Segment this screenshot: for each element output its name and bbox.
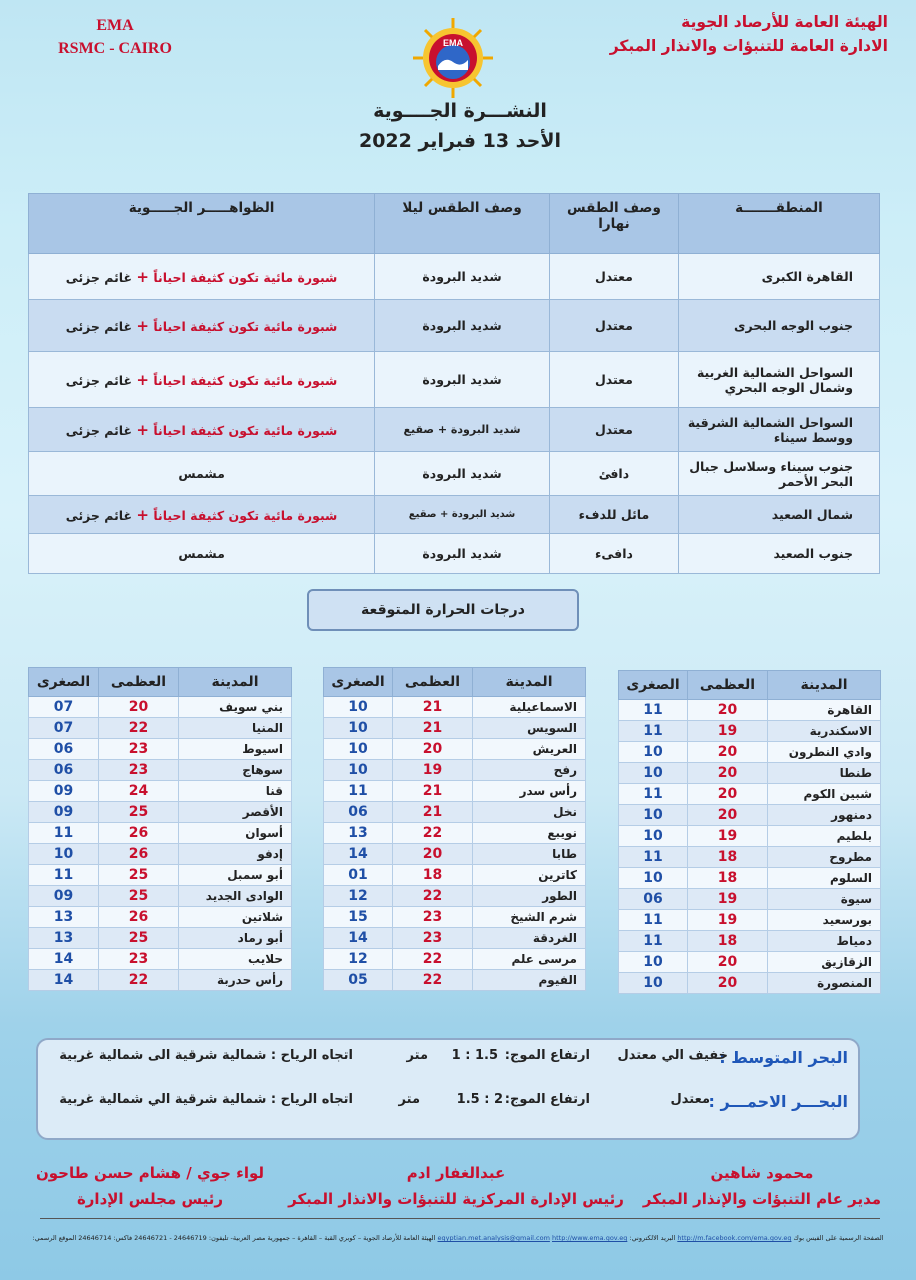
footer-divider <box>40 1218 880 1219</box>
min-cell: 11 <box>29 823 99 844</box>
city-cell: نويبع <box>473 823 586 844</box>
city-cell: دمنهور <box>768 805 881 826</box>
temp-row <box>324 844 586 865</box>
wave-unit: متر <box>406 1048 428 1063</box>
min-cell: 05 <box>324 970 393 991</box>
temp-row <box>324 970 586 991</box>
address-text: الهيئة العامة للأرصاد الجوية – كوبري القبة – القاهرة – جمهورية مصر العربية- تليفون: 24646719 - 24646721 فاكس: 24646714 <box>78 1234 436 1242</box>
city-cell: الاسكندرية <box>768 721 881 742</box>
table-row <box>29 300 880 352</box>
day-cell: مائل للدفء <box>549 496 678 534</box>
city-cell: أسوان <box>179 823 292 844</box>
city-cell: طابا <box>473 844 586 865</box>
max-cell: 25 <box>99 802 179 823</box>
min-cell: 14 <box>324 844 393 865</box>
min-cell: 06 <box>29 739 99 760</box>
wave-label: ارتفاع الموج: <box>504 1048 590 1063</box>
col-min: الصغرى <box>619 671 688 700</box>
phenomena-cell: شبورة مائية تكون كثيفة احياناً + غائم جزئى <box>29 496 375 534</box>
min-cell: 13 <box>29 928 99 949</box>
temp-row <box>619 931 881 952</box>
sea-row-med <box>38 1048 858 1078</box>
city-cell: الطور <box>473 886 586 907</box>
max-cell: 23 <box>99 760 179 781</box>
wave-label: ارتفاع الموج: <box>504 1092 590 1107</box>
city-cell: دمياط <box>768 931 881 952</box>
wave-unit: متر <box>398 1092 420 1107</box>
sea-state: خفيف الي معتدل <box>617 1048 728 1063</box>
fog-text: شبورة مائية تكون كثيفة احياناً <box>153 507 338 523</box>
max-cell: 26 <box>99 823 179 844</box>
min-cell: 09 <box>29 802 99 823</box>
temp-row <box>619 721 881 742</box>
max-cell: 21 <box>393 718 473 739</box>
min-cell: 11 <box>324 781 393 802</box>
max-cell: 22 <box>393 886 473 907</box>
col-max: العظمى <box>393 668 473 697</box>
col-min: الصغرى <box>324 668 393 697</box>
city-cell: العريش <box>473 739 586 760</box>
night-cell: شديد البرودة + صقيع <box>375 496 550 534</box>
max-cell: 19 <box>688 721 768 742</box>
night-cell: شديد البرودة <box>375 254 550 300</box>
temps-table-upper-egypt <box>28 667 292 991</box>
temp-row <box>29 886 292 907</box>
region-cell: شمال الصعيد <box>678 496 879 534</box>
max-cell: 20 <box>688 805 768 826</box>
night-cell: شديد البرودة <box>375 534 550 574</box>
city-cell: السلوم <box>768 868 881 889</box>
signature-head <box>286 1160 626 1212</box>
city-cell: المنصورة <box>768 973 881 994</box>
temps-header-row <box>619 671 881 700</box>
min-cell: 06 <box>324 802 393 823</box>
min-cell: 07 <box>29 697 99 718</box>
min-cell: 10 <box>324 718 393 739</box>
temp-row <box>29 697 292 718</box>
temp-row <box>619 826 881 847</box>
footer <box>30 1234 886 1242</box>
logo-text: EMA <box>443 38 463 48</box>
fog-text: شبورة مائية تكون كثيفة احياناً <box>153 318 338 334</box>
min-cell: 11 <box>619 721 688 742</box>
org-arabic <box>558 10 888 58</box>
temp-row <box>324 697 586 718</box>
site-label: الموقع الرسمي: <box>32 1234 77 1242</box>
max-cell: 19 <box>688 910 768 931</box>
min-cell: 12 <box>324 949 393 970</box>
city-cell: المنيا <box>179 718 292 739</box>
table-row <box>29 254 880 300</box>
day-cell: دافىء <box>549 534 678 574</box>
wave-value: 1.5 : 2 <box>456 1092 503 1107</box>
city-cell: الأقصر <box>179 802 292 823</box>
city-cell: شبين الكوم <box>768 784 881 805</box>
night-cell: شديد البرودة + صقيع <box>375 408 550 452</box>
city-cell: الاسماعيلية <box>473 697 586 718</box>
max-cell: 20 <box>688 952 768 973</box>
temp-row <box>29 781 292 802</box>
city-cell: قنا <box>179 781 292 802</box>
temp-row <box>619 952 881 973</box>
region-cell: السواحل الشمالية الغربية وشمال الوجه البحري <box>678 352 879 408</box>
region-cell: السواحل الشمالية الشرقية ووسط سيناء <box>678 408 879 452</box>
min-cell: 10 <box>619 763 688 784</box>
min-cell: 11 <box>619 700 688 721</box>
table-row <box>29 534 880 574</box>
email-label: البريد الالكتروني: <box>629 1234 676 1242</box>
fog-text: شبورة مائية تكون كثيفة احياناً <box>153 269 338 285</box>
temp-row <box>324 781 586 802</box>
sea-row-red <box>38 1092 858 1122</box>
max-cell: 19 <box>688 826 768 847</box>
max-cell: 22 <box>393 823 473 844</box>
city-cell: شرم الشيخ <box>473 907 586 928</box>
city-cell: أبو سمبل <box>179 865 292 886</box>
city-cell: نخل <box>473 802 586 823</box>
min-cell: 09 <box>29 781 99 802</box>
temps-title: درجات الحرارة المتوقعة <box>307 589 579 631</box>
wind-direction: اتجاه الرياح : شمالية شرقية الى شمالية غربية <box>59 1048 353 1063</box>
min-cell: 10 <box>324 760 393 781</box>
temp-row <box>29 970 292 991</box>
org-english <box>40 14 190 60</box>
signatory-title: مدير عام التنبؤات والإنذار المبكر <box>642 1190 882 1208</box>
city-cell: رفح <box>473 760 586 781</box>
max-cell: 22 <box>99 718 179 739</box>
temp-row <box>619 973 881 994</box>
min-cell: 11 <box>619 784 688 805</box>
max-cell: 20 <box>688 784 768 805</box>
phenomena-cell: شبورة مائية تكون كثيفة احياناً + غائم جزئى <box>29 254 375 300</box>
cloud-text: غائم جزئى <box>65 507 133 523</box>
min-cell: 10 <box>619 826 688 847</box>
city-cell: بورسعيد <box>768 910 881 931</box>
min-cell: 12 <box>324 886 393 907</box>
col-min: الصغرى <box>29 668 99 697</box>
max-cell: 25 <box>99 865 179 886</box>
max-cell: 19 <box>688 889 768 910</box>
forecast-header-row <box>29 194 880 254</box>
max-cell: 20 <box>393 844 473 865</box>
temp-row <box>29 802 292 823</box>
min-cell: 14 <box>324 928 393 949</box>
min-cell: 10 <box>619 868 688 889</box>
city-cell: إدفو <box>179 844 292 865</box>
max-cell: 20 <box>688 742 768 763</box>
facebook-link[interactable]: http://m.facebook.com/ema.gov.eg <box>677 1234 792 1242</box>
cloud-text: غائم جزئى <box>65 318 133 334</box>
temp-row <box>619 805 881 826</box>
max-cell: 20 <box>688 763 768 784</box>
min-cell: 10 <box>324 739 393 760</box>
city-cell: طنطا <box>768 763 881 784</box>
temp-row <box>324 907 586 928</box>
phenomena-cell: شبورة مائية تكون كثيفة احياناً + غائم جزئى <box>29 408 375 452</box>
day-cell: معتدل <box>549 408 678 452</box>
city-cell: أبو رماد <box>179 928 292 949</box>
temp-row <box>29 844 292 865</box>
min-cell: 10 <box>324 697 393 718</box>
max-cell: 18 <box>688 931 768 952</box>
temp-row <box>29 823 292 844</box>
max-cell: 24 <box>99 781 179 802</box>
city-cell: السويس <box>473 718 586 739</box>
max-cell: 21 <box>393 781 473 802</box>
min-cell: 01 <box>324 865 393 886</box>
col-day: وصف الطقس نهارا <box>549 194 678 254</box>
temp-row <box>29 865 292 886</box>
col-night: وصف الطقس ليلا <box>375 194 550 254</box>
bulletin-title <box>300 96 620 156</box>
temp-row <box>619 700 881 721</box>
city-cell: رأس حدربة <box>179 970 292 991</box>
col-max: العظمى <box>99 668 179 697</box>
ema-logo <box>412 16 494 98</box>
city-cell: مرسى علم <box>473 949 586 970</box>
facebook-label: الصفحة الرسمية على الفيس بوك <box>793 1234 884 1242</box>
city-cell: سيوة <box>768 889 881 910</box>
col-phenomena: الظواهـــــر الجـــــوية <box>29 194 375 254</box>
temp-row <box>619 784 881 805</box>
max-cell: 20 <box>393 739 473 760</box>
min-cell: 09 <box>29 886 99 907</box>
cloud-text: غائم جزئى <box>65 422 133 438</box>
max-cell: 26 <box>99 844 179 865</box>
sea-state-box <box>36 1038 860 1140</box>
min-cell: 11 <box>619 931 688 952</box>
city-cell: بني سويف <box>179 697 292 718</box>
region-cell: القاهرة الكبرى <box>678 254 879 300</box>
wind-direction: اتجاه الرياح : شمالية شرقية الي شمالية غربية <box>59 1092 353 1107</box>
site-link[interactable]: http://www.ema.gov.eg <box>551 1234 628 1242</box>
temp-row <box>619 889 881 910</box>
city-cell: وادي النطرون <box>768 742 881 763</box>
min-cell: 10 <box>619 742 688 763</box>
day-cell: معتدل <box>549 300 678 352</box>
signatory-name: لواء جوي / هشام حسن طاحون <box>35 1164 265 1182</box>
temp-row <box>324 886 586 907</box>
max-cell: 21 <box>393 802 473 823</box>
temp-row <box>29 949 292 970</box>
min-cell: 10 <box>619 973 688 994</box>
col-region: المنطقـــــــة <box>678 194 879 254</box>
org-abbrev: EMA <box>96 17 134 34</box>
bulletin-heading: النشـــرة الجــــوية <box>373 100 547 122</box>
fog-text: شبورة مائية تكون كثيفة احياناً <box>153 422 338 438</box>
region-cell: جنوب الوجه البحرى <box>678 300 879 352</box>
temp-row <box>29 928 292 949</box>
col-city: المدينة <box>473 668 586 697</box>
table-row <box>29 408 880 452</box>
city-cell: الغردقة <box>473 928 586 949</box>
min-cell: 11 <box>619 910 688 931</box>
sea-state: معتدل <box>670 1092 710 1107</box>
night-cell: شديد البرودة <box>375 452 550 496</box>
temp-row <box>324 760 586 781</box>
max-cell: 20 <box>99 697 179 718</box>
temp-row <box>619 847 881 868</box>
temps-header-row <box>324 668 586 697</box>
max-cell: 23 <box>393 907 473 928</box>
city-cell: الزقازيق <box>768 952 881 973</box>
max-cell: 21 <box>393 697 473 718</box>
max-cell: 20 <box>688 700 768 721</box>
col-city: المدينة <box>179 668 292 697</box>
min-cell: 11 <box>619 847 688 868</box>
temp-row <box>324 949 586 970</box>
city-cell: حلايب <box>179 949 292 970</box>
max-cell: 25 <box>99 928 179 949</box>
bulletin-date: الأحد 13 فبراير 2022 <box>358 130 561 152</box>
signatory-name: عبدالغفار ادم <box>406 1164 506 1182</box>
city-cell: مطروح <box>768 847 881 868</box>
city-cell: كاترين <box>473 865 586 886</box>
day-cell: دافئ <box>549 452 678 496</box>
min-cell: 15 <box>324 907 393 928</box>
max-cell: 23 <box>99 739 179 760</box>
wave-value: 1 : 1.5 <box>451 1048 498 1063</box>
max-cell: 26 <box>99 907 179 928</box>
org-name-ar: الهيئة العامة للأرصاد الجوية <box>681 13 888 31</box>
org-rsmc: RSMC - CAIRO <box>58 40 172 57</box>
temp-row <box>29 718 292 739</box>
col-city: المدينة <box>768 671 881 700</box>
city-cell: شلاتين <box>179 907 292 928</box>
min-cell: 14 <box>29 970 99 991</box>
temp-row <box>619 868 881 889</box>
max-cell: 23 <box>99 949 179 970</box>
fog-text: شبورة مائية تكون كثيفة احياناً <box>153 372 338 388</box>
temp-row <box>324 802 586 823</box>
temps-table-sinai <box>323 667 586 991</box>
day-cell: معتدل <box>549 352 678 408</box>
max-cell: 22 <box>393 949 473 970</box>
temp-row <box>29 739 292 760</box>
max-cell: 23 <box>393 928 473 949</box>
min-cell: 06 <box>29 760 99 781</box>
max-cell: 22 <box>99 970 179 991</box>
temp-row <box>29 760 292 781</box>
sea-name: البحـــر الاحمـــر : <box>708 1092 848 1111</box>
signatory-title: رئيس مجلس الإدارة <box>76 1190 224 1208</box>
max-cell: 18 <box>688 847 768 868</box>
temp-row <box>29 907 292 928</box>
temps-table-north <box>618 670 881 994</box>
min-cell: 10 <box>619 952 688 973</box>
region-cell: جنوب سيناء وسلاسل جبال البحر الأحمر <box>678 452 879 496</box>
max-cell: 19 <box>393 760 473 781</box>
city-cell: اسيوط <box>179 739 292 760</box>
temp-row <box>324 823 586 844</box>
table-row <box>29 452 880 496</box>
night-cell: شديد البرودة <box>375 300 550 352</box>
signatory-name: محمود شاهين <box>710 1164 814 1182</box>
max-cell: 22 <box>393 970 473 991</box>
table-row <box>29 496 880 534</box>
cloud-text: غائم جزئى <box>65 372 133 388</box>
temp-row <box>324 718 586 739</box>
org-dept-ar: الادارة العامة للتنبؤات والانذار المبكر <box>609 37 888 55</box>
day-cell: معتدل <box>549 254 678 300</box>
min-cell: 10 <box>29 844 99 865</box>
cloud-text: غائم جزئى <box>65 269 133 285</box>
min-cell: 07 <box>29 718 99 739</box>
min-cell: 10 <box>619 805 688 826</box>
temp-row <box>619 763 881 784</box>
city-cell: رأس سدر <box>473 781 586 802</box>
min-cell: 06 <box>619 889 688 910</box>
max-cell: 20 <box>688 973 768 994</box>
city-cell: القاهرة <box>768 700 881 721</box>
city-cell: سوهاج <box>179 760 292 781</box>
table-row <box>29 352 880 408</box>
temp-row <box>619 910 881 931</box>
city-cell: الوادى الجديد <box>179 886 292 907</box>
signatory-title: رئيس الإدارة المركزية للتنبؤات والانذار المبكر <box>288 1190 624 1208</box>
phenomena-cell: مشمس <box>29 452 375 496</box>
temp-row <box>324 928 586 949</box>
sea-name: البحر المتوسط : <box>719 1048 848 1067</box>
min-cell: 14 <box>29 949 99 970</box>
col-max: العظمى <box>688 671 768 700</box>
max-cell: 18 <box>393 865 473 886</box>
phenomena-cell: شبورة مائية تكون كثيفة احياناً + غائم جزئى <box>29 352 375 408</box>
temps-header-row <box>29 668 292 697</box>
email-link[interactable]: egyptian.met.analysis@gmail.com <box>437 1234 550 1242</box>
temp-row <box>324 865 586 886</box>
city-cell: الفيوم <box>473 970 586 991</box>
signature-director <box>642 1160 882 1212</box>
max-cell: 18 <box>688 868 768 889</box>
phenomena-cell: شبورة مائية تكون كثيفة احياناً + غائم جزئى <box>29 300 375 352</box>
phenomena-cell: مشمس <box>29 534 375 574</box>
min-cell: 11 <box>29 865 99 886</box>
region-cell: جنوب الصعيد <box>678 534 879 574</box>
temp-row <box>324 739 586 760</box>
min-cell: 13 <box>324 823 393 844</box>
forecast-table <box>28 193 880 574</box>
signature-chairman <box>30 1160 270 1212</box>
max-cell: 25 <box>99 886 179 907</box>
city-cell: بلطيم <box>768 826 881 847</box>
temp-row <box>619 742 881 763</box>
night-cell: شديد البرودة <box>375 352 550 408</box>
min-cell: 13 <box>29 907 99 928</box>
